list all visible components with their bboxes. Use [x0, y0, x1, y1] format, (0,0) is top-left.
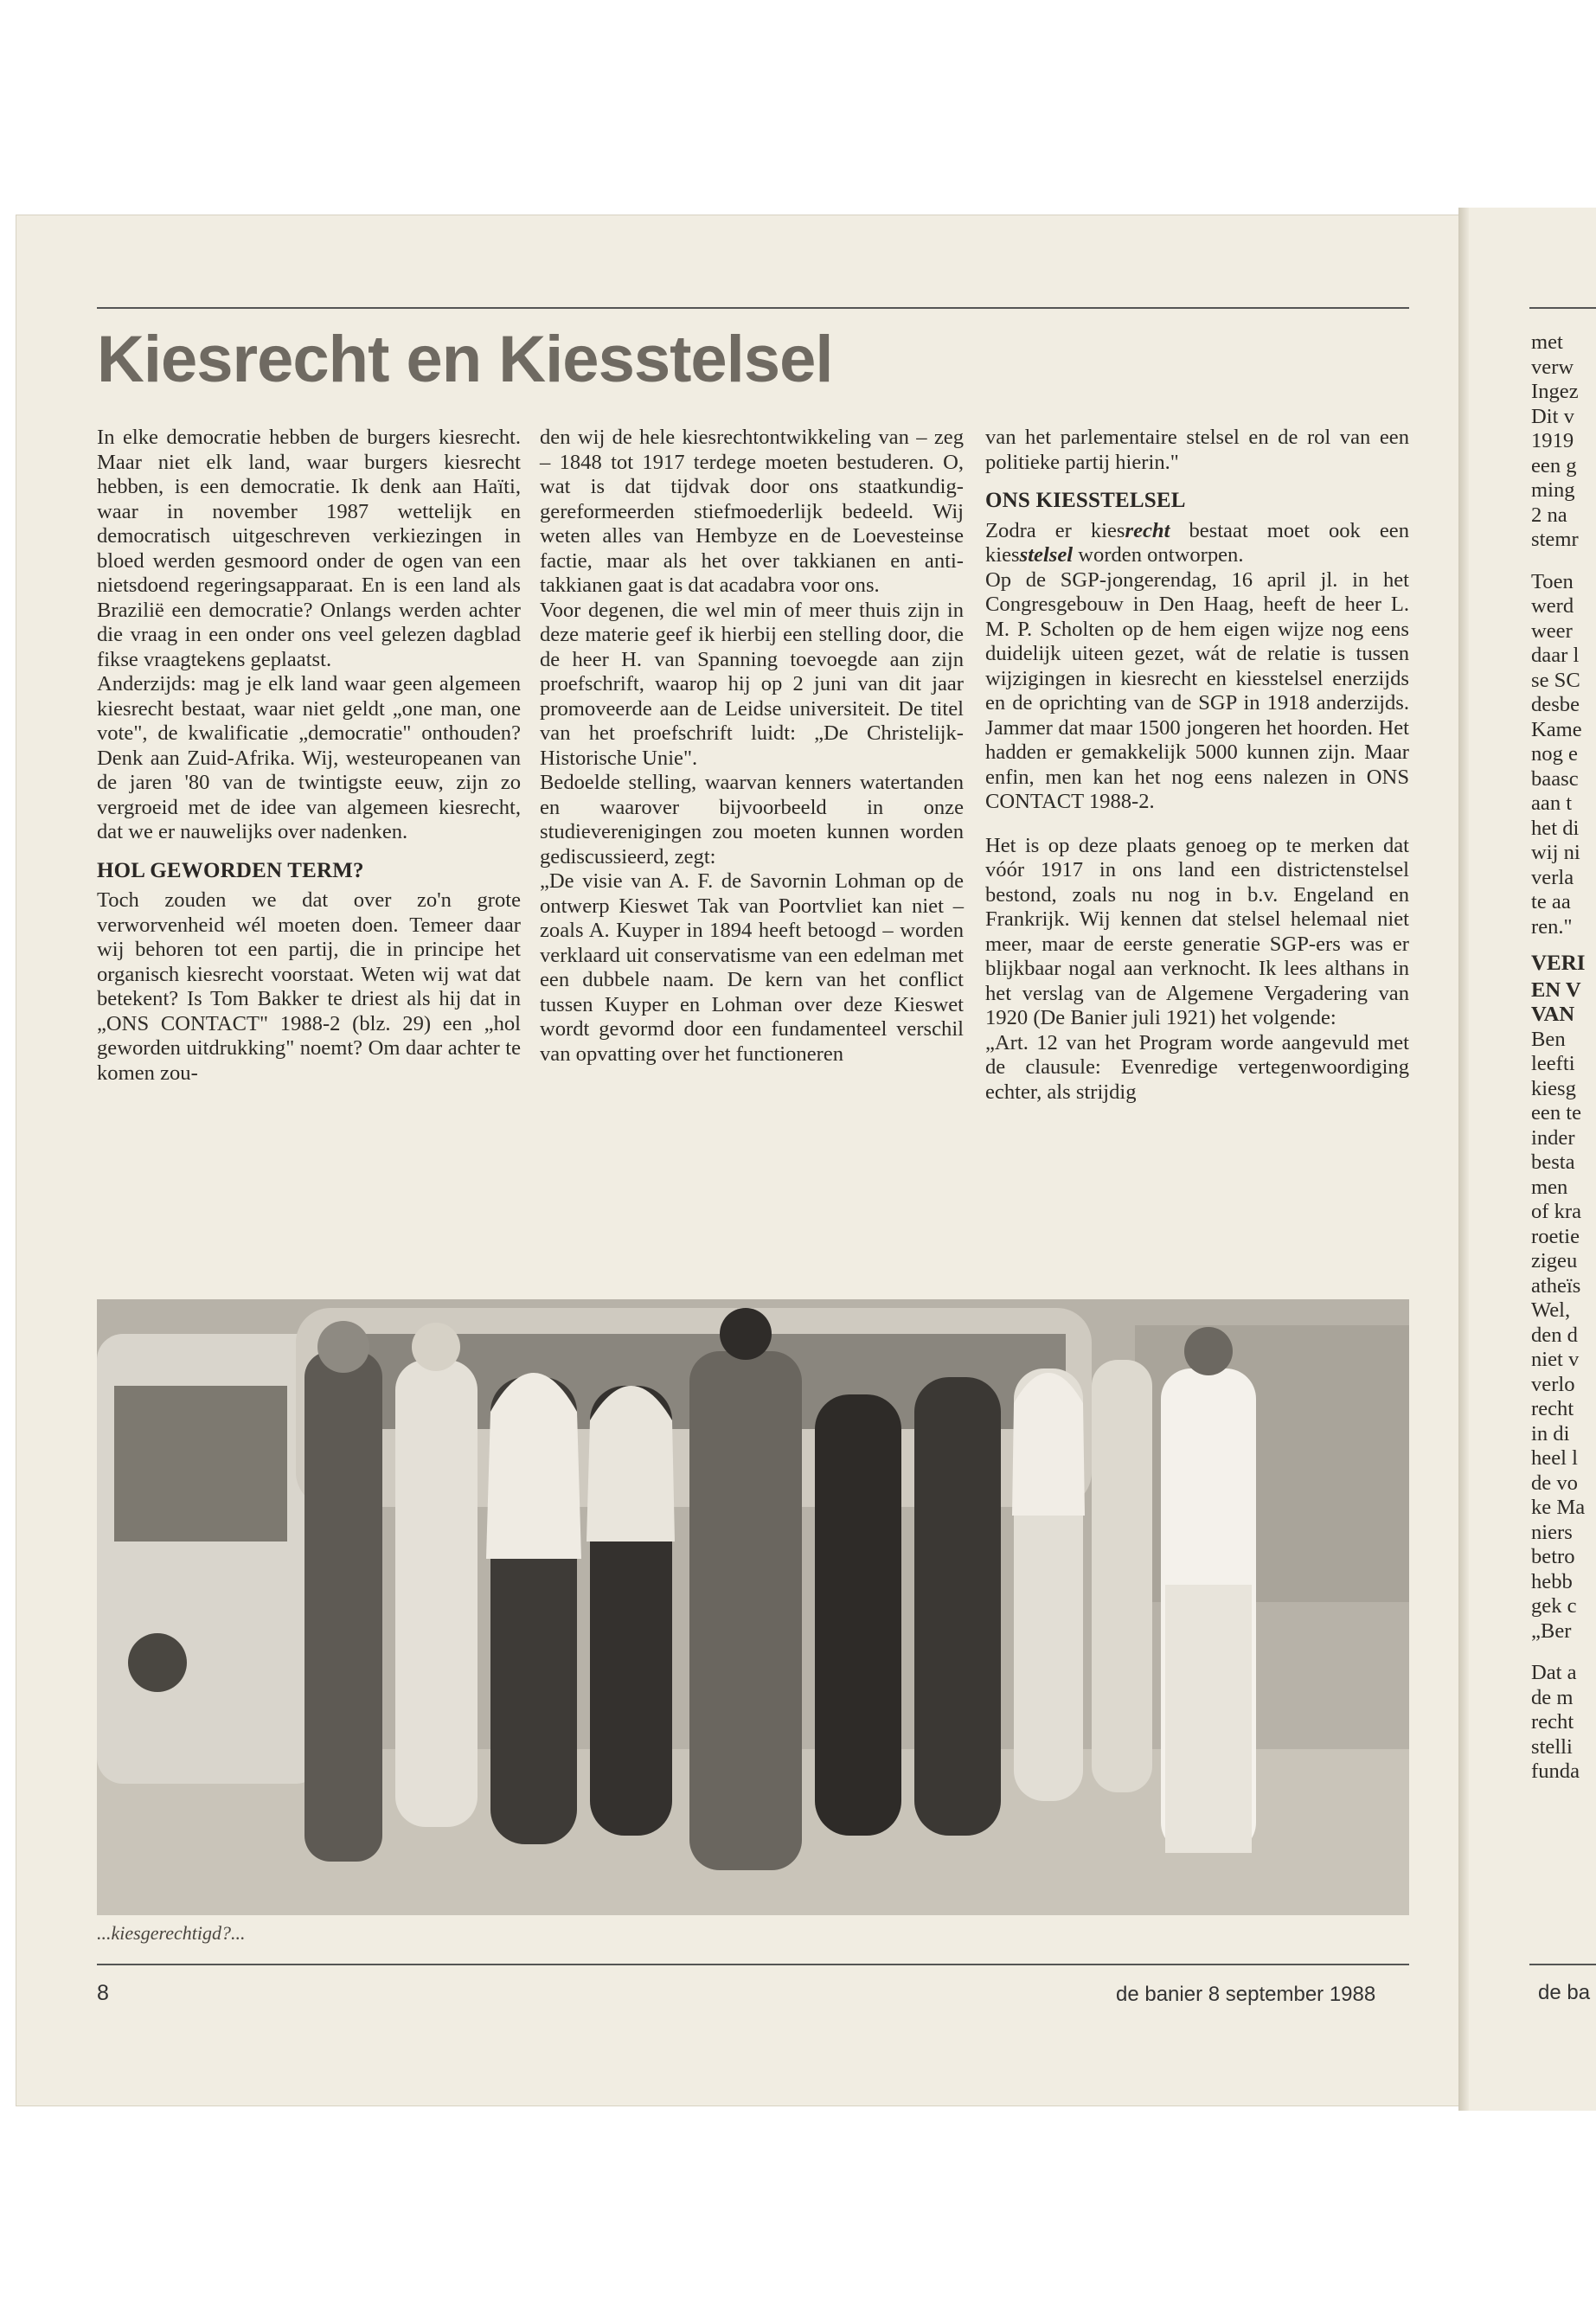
- top-rule: [97, 307, 1409, 309]
- right-line: besta: [1531, 1150, 1575, 1174]
- right-page-text: [1531, 330, 1596, 1785]
- right-line: kiesg: [1531, 1076, 1576, 1100]
- right-line: stelli: [1531, 1734, 1573, 1759]
- right-line: zigeu: [1531, 1249, 1578, 1272]
- col3-p2-part-c: bestaat moet ook een kies: [985, 518, 1409, 567]
- col3-p2-part-e: worden ontworpen.: [1073, 543, 1244, 567]
- right-page-footer: de ba: [1538, 1981, 1591, 2004]
- right-line: ke Ma: [1531, 1496, 1586, 1519]
- right-line: recht: [1531, 1397, 1574, 1420]
- right-line: gek c: [1531, 1594, 1577, 1618]
- col3-p2-part-a: Zodra er kies: [985, 518, 1125, 542]
- article-photo: [97, 1299, 1409, 1915]
- col3-p2-emphasis-stelsel: stelsel: [1019, 543, 1074, 567]
- photo-caption: ...kiesgerechtigd?...: [97, 1922, 246, 1944]
- right-line: een g: [1531, 453, 1577, 478]
- column-3: [985, 426, 1409, 1105]
- col3-heading: ONS KIESSTELSEL: [985, 489, 1186, 512]
- right-line: werd: [1531, 594, 1574, 618]
- right-line: verlo: [1531, 1372, 1575, 1396]
- right-line: Wel,: [1531, 1298, 1571, 1322]
- right-line: recht: [1531, 1710, 1574, 1734]
- right-line: te aa: [1531, 890, 1571, 913]
- col3-paragraph-4: Het is op deze plaats genoeg op te merken dat vóór 1917 in ons land een districtenstelsel bestond, zoals nu nog in b.v. Engeland en Frankrijk. Wij kennen dat stelsel helemaal niet meer, maar de eerste generatie SGP-ers was er blijkbaar nogal aan verknocht. Ik lees althans in het verslag van de Algemene Vergadering van 1920 (De Banier juli 1921) het volgende:: [985, 833, 1409, 1029]
- right-line: Ingez: [1531, 380, 1579, 403]
- col1-paragraph-3: Toch zouden we dat over zo'n grote verworvenheid wél moeten doen. Temeer daar wij behoren tot een partij, die in principe het organisch kiesrecht voorstaat. Weten wij wat dat betekent? Is Tom Bakker te driest als hij dat in „ONS CONTACT" 1988-2 (blz. 29) een „hol geworden uitdrukking" noemt? Om daar achter te komen zou-: [97, 888, 521, 1085]
- people-group: [304, 1308, 1256, 1870]
- right-line: hebb: [1531, 1569, 1573, 1593]
- right-heading-line: EN V: [1531, 977, 1581, 1002]
- right-line: inder: [1531, 1125, 1575, 1150]
- right-heading: VERI: [1531, 952, 1586, 975]
- article-title: Kiesrecht en Kiesstelsel: [97, 323, 833, 396]
- page-number: 8: [97, 1981, 109, 2005]
- right-line: het di: [1531, 816, 1580, 840]
- column-2: [540, 426, 964, 1067]
- right-line: weer: [1531, 619, 1573, 643]
- right-line: men: [1531, 1175, 1568, 1199]
- right-line: Toen: [1531, 569, 1574, 593]
- page-footer: de banier 8 september 1988: [1116, 1983, 1376, 2006]
- right-line: in di: [1531, 1421, 1570, 1445]
- right-line: Dit v: [1531, 404, 1574, 428]
- right-line: wij ni: [1531, 841, 1580, 864]
- col3-p2-emphasis-recht: recht: [1125, 518, 1170, 542]
- right-line: se SC: [1531, 668, 1580, 692]
- right-line: met: [1531, 330, 1563, 354]
- bottom-rule: [97, 1964, 1409, 1965]
- right-line: een te: [1531, 1101, 1582, 1125]
- photo-illustration: [97, 1299, 1409, 1915]
- right-line: de m: [1531, 1685, 1574, 1709]
- col3-paragraph-3: Op de SGP-jongerendag, 16 april jl. in het Congresgebouw in Den Haag, heeft de heer L. M. P. Scholten op de hem eigen wijze nog eens duidelijk uiteen gezet, wát de relatie is tussen wijzigingen in kiesrecht en kiesstelsel enerzijds en de oprichting van de SGP in 1918 anderzijds. Jammer dat maar 1500 jongeren het hoorden. Het hadden er gemakkelijk 5000 kunnen zijn. Maar enfin, men kan het nog eens nalezen in ONS CONTACT 1988-2.: [985, 567, 1409, 813]
- right-line: 2 na: [1531, 503, 1567, 527]
- right-line: niet v: [1531, 1348, 1580, 1371]
- right-line: nog e: [1531, 742, 1578, 766]
- right-line: betro: [1531, 1545, 1575, 1568]
- right-heading-line: VAN: [1531, 1003, 1575, 1026]
- col1-paragraph-1: In elke democratie hebben de burgers kiesrecht. Maar niet elk land, waar burgers kiesrecht hebben, is een democratie. Ik denk aan Haïti, waar in november 1987 wettelijk en democratisch uitgeschreven verkiezingen in bloed werden gesmoord onder de ogen van een nietsdoend regeringsapparaat. En is een land als Brazilië een democratie? Onlangs werden achter die vraag in een onder ons veel gelezen dagblad fikse vraagtekens geplaatst.: [97, 426, 521, 671]
- right-line: baasc: [1531, 766, 1579, 791]
- right-top-rule: [1529, 307, 1596, 309]
- col1-paragraph-2: Anderzijds: mag je elk land waar geen algemeen kiesrecht bestaat, waar niet geldt „one man, one vote", de kwalificatie „democratie" onthouden? Denk aan Zuid-Afrika. Wij, westeuropeanen van de jaren '80 van de twintigste eeuw, zijn zo vergroeid met de idee van algemeen kiesrecht, dat we er nauwelijks over nadenken.: [97, 672, 521, 843]
- right-line: heel l: [1531, 1446, 1578, 1470]
- col2-paragraph-1: den wij de hele kiesrechtontwikkeling van – zeg – 1848 tot 1917 terdege moeten bestuderen. O, wat is dat tijdvak door ons staatkundig-gereformeerden stiefmoederlijk bedeeld. Wij weten alles van Hembyze en de Loevesteinse factie, maar als het over takkianen en anti-takkianen gaat is dat acadabra voor ons.: [540, 426, 964, 597]
- col3-paragraph-1: van het parlementaire stelsel en de rol van een politieke partij hierin.": [985, 426, 1409, 474]
- col2-paragraph-3: Bedoelde stelling, waarvan kenners watertanden en waarover bijvoorbeeld in onze studieverenigingen zou moeten kunnen worden gediscussieerd, zegt:: [540, 771, 964, 868]
- right-line: ren.": [1531, 914, 1573, 939]
- page-gutter: [1458, 208, 1469, 2111]
- right-line: of kra: [1531, 1200, 1582, 1223]
- right-line: verw: [1531, 355, 1574, 379]
- col2-paragraph-4: „De visie van A. F. de Savornin Lohman op de ontwerp Kieswet Tak van Poortvliet kan niet – zoals A. Kuyper in 1894 heeft betoogd – worden verklaard uit conservatisme van een edelman met een dubbele naam. De kern van het conflict tussen Kuyper en Lohman over deze Kieswet wordt gevormd door een fundamenteel verschil van opvatting over het functioneren: [540, 869, 964, 1066]
- col1-heading: HOL GEWORDEN TERM?: [97, 858, 364, 882]
- right-line: roetie: [1531, 1224, 1580, 1248]
- right-line: 1919: [1531, 429, 1574, 452]
- right-line: atheïs: [1531, 1273, 1581, 1298]
- right-bottom-rule: [1529, 1964, 1596, 1965]
- right-line: Kame: [1531, 717, 1582, 741]
- right-line: niers: [1531, 1520, 1573, 1544]
- page-right: [1469, 208, 1596, 2111]
- right-line: funda: [1531, 1759, 1580, 1783]
- right-line: aan t: [1531, 792, 1573, 815]
- right-line: verla: [1531, 865, 1574, 889]
- col3-paragraph-5: „Art. 12 van het Program worde aangevuld met de clausule: Evenredige vertegenwoordiging echter, als strijdig: [985, 1030, 1409, 1104]
- right-line: daar l: [1531, 644, 1580, 667]
- col2-paragraph-2: Voor degenen, die wel min of meer thuis zijn in deze materie geef ik hierbij een stelling door, die de heer H. van Spanning toevoegde aan zijn proefschrift, waarop hij op 2 juni van dit jaar promoveerde aan de Leidse universiteit. De titel van het proefschrift luidt: „De Christelijk-Historische Unie".: [540, 598, 964, 770]
- right-line: de vo: [1531, 1471, 1578, 1495]
- right-line: ming: [1531, 478, 1575, 502]
- column-1: [97, 426, 521, 1086]
- right-line: den d: [1531, 1323, 1578, 1347]
- right-line: Ben: [1531, 1027, 1566, 1051]
- right-line: „Ber: [1531, 1618, 1572, 1643]
- right-line: Dat a: [1531, 1661, 1577, 1684]
- right-line: leefti: [1531, 1052, 1575, 1075]
- col3-paragraph-2: [985, 519, 1409, 568]
- right-line: stemr: [1531, 528, 1579, 551]
- right-line: desbe: [1531, 693, 1580, 716]
